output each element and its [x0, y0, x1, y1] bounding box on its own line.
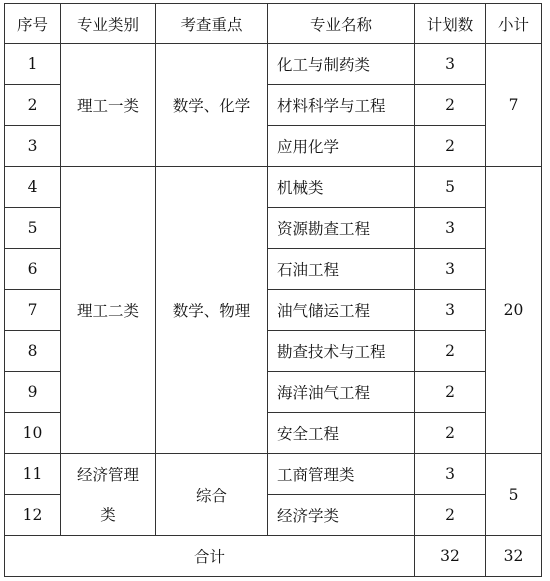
header-index: 序号 — [5, 4, 61, 44]
row-major: 材料科学与工程 — [268, 85, 415, 126]
row-index: 10 — [5, 413, 61, 454]
row-major: 海洋油气工程 — [268, 372, 415, 413]
row-major: 勘查技术与工程 — [268, 331, 415, 372]
header-focus: 考查重点 — [156, 4, 268, 44]
table-row — [5, 44, 542, 85]
group-focus: 综合 — [156, 454, 268, 536]
row-index: 9 — [5, 372, 61, 413]
group-subtotal: 5 — [486, 454, 542, 536]
row-plan: 2 — [415, 372, 486, 413]
row-index: 6 — [5, 249, 61, 290]
row-plan: 3 — [415, 249, 486, 290]
header-plan: 计划数 — [415, 4, 486, 44]
total-plan: 32 — [415, 536, 486, 577]
row-major: 油气储运工程 — [268, 290, 415, 331]
row-plan: 2 — [415, 413, 486, 454]
header-category: 专业类别 — [61, 4, 156, 44]
row-index: 7 — [5, 290, 61, 331]
header-major: 专业名称 — [268, 4, 415, 44]
enrollment-table-container — [4, 3, 542, 577]
row-major: 安全工程 — [268, 413, 415, 454]
row-plan: 2 — [415, 85, 486, 126]
group-category-line1: 经济管理 — [76, 465, 139, 484]
row-plan: 2 — [415, 126, 486, 167]
total-subtotal: 32 — [486, 536, 542, 577]
row-plan: 2 — [415, 331, 486, 372]
row-plan: 3 — [415, 208, 486, 249]
header-row — [5, 4, 542, 44]
row-major: 工商管理类 — [268, 454, 415, 495]
row-index: 12 — [5, 495, 61, 536]
group-category: 理工二类 — [61, 167, 156, 454]
row-major: 化工与制药类 — [268, 44, 415, 85]
group-category — [61, 454, 156, 536]
group-subtotal: 20 — [486, 167, 542, 454]
row-plan: 2 — [415, 495, 486, 536]
table-row — [5, 167, 542, 208]
row-index: 8 — [5, 331, 61, 372]
row-plan: 3 — [415, 454, 486, 495]
group-subtotal: 7 — [486, 44, 542, 167]
row-major: 资源勘查工程 — [268, 208, 415, 249]
row-major: 经济学类 — [268, 495, 415, 536]
row-index: 5 — [5, 208, 61, 249]
group-category: 理工一类 — [61, 44, 156, 167]
row-plan: 5 — [415, 167, 486, 208]
row-index: 1 — [5, 44, 61, 85]
row-major: 石油工程 — [268, 249, 415, 290]
group-focus: 数学、物理 — [156, 167, 268, 454]
group-focus: 数学、化学 — [156, 44, 268, 167]
enrollment-plan-table — [4, 3, 542, 577]
row-index: 11 — [5, 454, 61, 495]
row-index: 2 — [5, 85, 61, 126]
row-plan: 3 — [415, 44, 486, 85]
total-label: 合计 — [5, 536, 415, 577]
header-subtotal: 小计 — [486, 4, 542, 44]
row-plan: 3 — [415, 290, 486, 331]
row-major: 应用化学 — [268, 126, 415, 167]
row-major: 机械类 — [268, 167, 415, 208]
row-index: 3 — [5, 126, 61, 167]
row-index: 4 — [5, 167, 61, 208]
total-row — [5, 536, 542, 577]
group-category-line2: 类 — [100, 505, 116, 524]
table-row — [5, 454, 542, 495]
